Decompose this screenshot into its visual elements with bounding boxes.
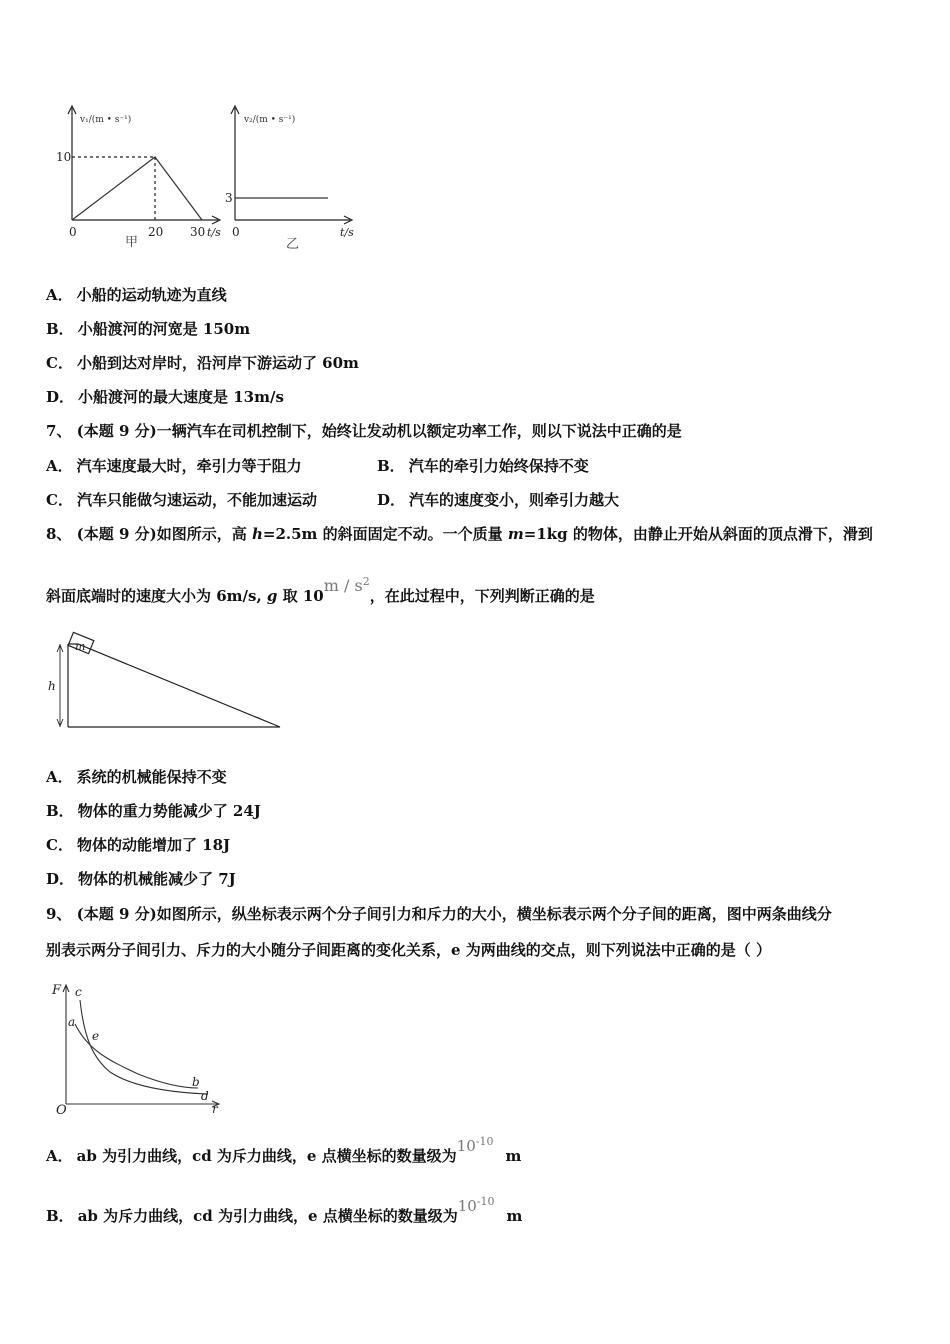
q8-stem-line2: 斜面底端时的速度大小为 6m/s, g 取 $10m / s^2$，在此过程中，下列判断正确的是 xyxy=(46,575,595,605)
graph-jia-xtick-1: 20 xyxy=(148,225,164,239)
graph-yi-xtick-0: 0 xyxy=(232,225,240,239)
q7-option-a: A． 汽车速度最大时，牵引力等于阻力 xyxy=(46,457,302,475)
q7-option-b: B． 汽车的牵引力始终保持不变 xyxy=(377,457,589,475)
curve-label-b: b xyxy=(192,1075,200,1089)
q9-option-b-exp: -10 xyxy=(476,1195,495,1208)
graph-jia-xtick-2: 30 xyxy=(190,225,206,239)
q6-option-b: B． 小船渡河的河宽是 150m xyxy=(46,320,251,338)
q6-option-d: D． 小船渡河的最大速度是 13m/s xyxy=(46,388,284,406)
axis-label-F: F xyxy=(52,983,62,998)
q9-stem-line2: 别表示两分子间引力、斥力的大小随分子间距离的变化关系，e 为两曲线的交点，则下列说法中正确的是（ ） xyxy=(46,941,771,959)
q7-stem: 7、 (本题 9 分)一辆汽车在司机控制下，始终让发动机以额定功率工作，则以下说法中正确的是 xyxy=(46,422,682,440)
incline-figure xyxy=(48,630,288,734)
graph-yi-caption: 乙 xyxy=(286,237,300,252)
q7-option-d: D． 汽车的速度变小，则牵引力越大 xyxy=(377,491,620,509)
q8-option-b: B． 物体的重力势能减少了 24J xyxy=(46,802,261,820)
q7-option-c: C． 汽车只能做匀速运动，不能加速运动 xyxy=(46,491,317,509)
q6-option-a: A． 小船的运动轨迹为直线 xyxy=(46,286,227,304)
v1-line xyxy=(72,157,202,220)
curve-label-a: a xyxy=(68,1015,76,1029)
axis-label-r: r xyxy=(212,1102,218,1116)
q8-option-c: C． 物体的动能增加了 18J xyxy=(46,836,231,854)
graph-jia-caption: 甲 xyxy=(125,235,139,250)
block-label: m xyxy=(75,640,86,653)
q9-option-a: A． ab 为引力曲线，cd 为斥力曲线，e 点横坐标的数量级为$10^{-10}m$ xyxy=(46,1135,522,1165)
q9-option-b: B． ab 为斥力曲线，cd 为引力曲线，e 点横坐标的数量级为$10^{-10}m$ xyxy=(46,1195,523,1225)
q8-stem-line1: 8、 (本题 9 分)如图所示，高 h=2.5m 的斜面固定不动。一个质量 m=1kg 的物体，由静止开始从斜面的顶点滑下，滑到 xyxy=(46,525,873,543)
q9-option-a-exp: -10 xyxy=(475,1135,494,1148)
q8-option-a: A． 系统的机械能保持不变 xyxy=(46,768,227,786)
curve-label-d: d xyxy=(201,1089,209,1103)
origin-label: O xyxy=(56,1103,67,1118)
graph-yi-ytick: 3 xyxy=(225,191,233,205)
height-label: h xyxy=(48,679,56,693)
graph-jia-ylabel: v₁/(m • s⁻¹) xyxy=(80,115,132,125)
graph-jia-xtick-0: 0 xyxy=(69,225,77,239)
curve-label-e: e xyxy=(92,1029,100,1043)
q8-unit: m / s xyxy=(323,576,363,595)
graph-jia-ytick: 10 xyxy=(56,150,72,164)
q8-option-d: D． 物体的机械能减少了 7J xyxy=(46,870,236,888)
incline-triangle xyxy=(68,644,280,727)
molecular-force-figure xyxy=(48,978,228,1118)
q6-option-c: C． 小船到达对岸时，沿河岸下游运动了 60m xyxy=(46,354,359,372)
q9-stem-line1: 9、 (本题 9 分)如图所示，纵坐标表示两个分子间引力和斥力的大小，横坐标表示两个分子间的距离，图中两条曲线分 xyxy=(46,905,832,923)
q9-option-a-base: 10 xyxy=(456,1137,476,1155)
graph-yi-ylabel: v₂/(m • s⁻¹) xyxy=(244,115,296,125)
graph-jia-xlabel: t/s xyxy=(207,226,221,239)
q8-unit-exp: 2 xyxy=(362,575,370,588)
curve-label-c: c xyxy=(75,985,82,999)
q9-option-b-base: 10 xyxy=(457,1197,477,1215)
curve-cd xyxy=(80,1000,208,1094)
velocity-time-graphs xyxy=(40,100,380,260)
graph-yi-xlabel: t/s xyxy=(340,226,354,239)
